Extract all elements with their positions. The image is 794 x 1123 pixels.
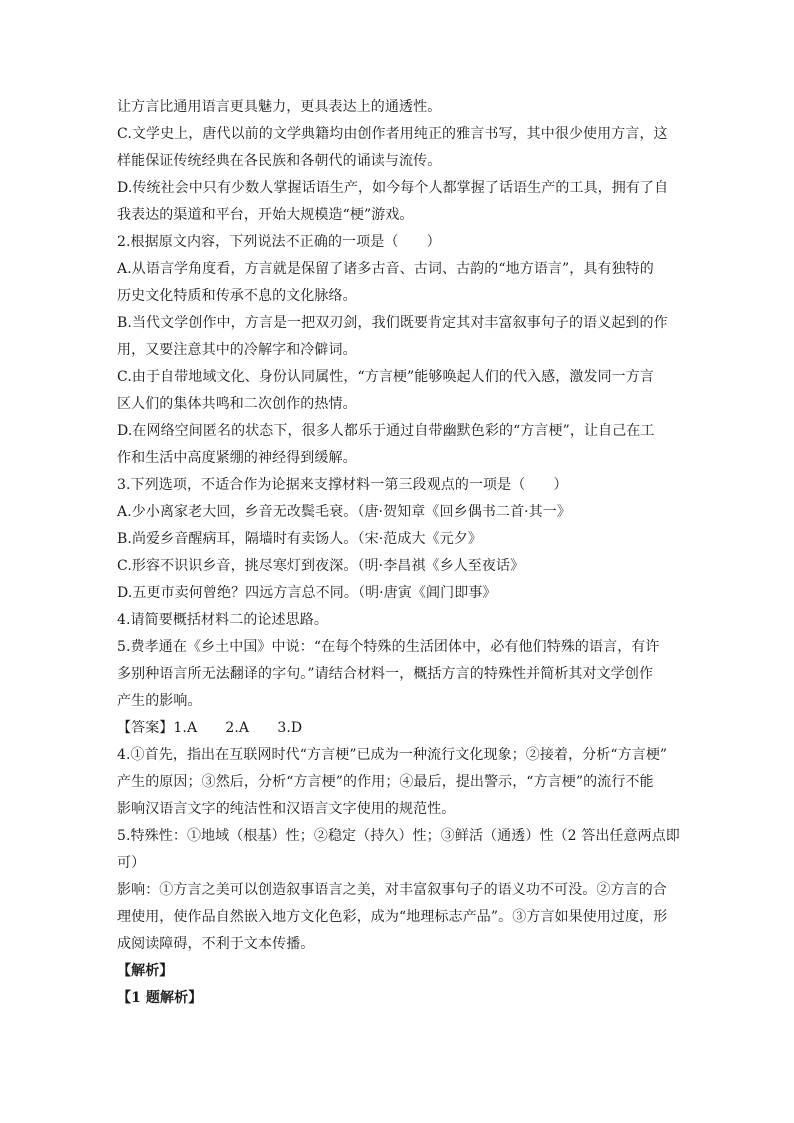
text-line: 历史文化特质和传承不息的文化脉络。 xyxy=(117,288,357,304)
text-line: D.在网络空间匿名的状态下，很多人都乐于通过自带幽默色彩的“方言梗”，让自己在工 xyxy=(117,423,655,439)
question-4-stem: 4.请简要概括材料二的论述思路。 xyxy=(117,612,328,628)
text-line: 作和生活中高度紧绷的神经得到缓解。 xyxy=(117,450,357,466)
text-line: D.传统社会中只有少数人掌握话语生产，如今每个人都掌握了话语生产的工具，拥有了自 xyxy=(117,180,669,196)
text-line: 我表达的渠道和平台，开始大规模造“梗”游戏。 xyxy=(117,207,414,223)
text-line: 样能保证传统经典在各民族和各朝代的诵读与流传。 xyxy=(117,153,442,169)
question-2-stem: 2.根据原文内容，下列说法不正确的一项是（ ） xyxy=(117,234,441,250)
text-line: 让方言比通用语言更具魅力，更具表达上的通透性。 xyxy=(117,99,442,115)
analysis-heading: 【解析】 xyxy=(117,963,174,979)
question-3-stem: 3.下列选项，不适合作为论据来支撑材料一第三段观点的一项是（ ） xyxy=(117,477,568,493)
text-line: 产生的原因；③然后，分析“方言梗”的作用；④最后，提出警示，“方言梗”的流行不能 xyxy=(117,774,654,790)
question-5-stem: 5.费孝通在《乡土中国》中说：“在每个特殊的生活团体中，必有他们特殊的语言，有许 xyxy=(117,639,660,655)
text-line: 可） xyxy=(117,855,146,871)
text-line: C.由于自带地域文化、身份认同属性，“方言梗”能够唤起人们的代入感，激发同一方言 xyxy=(117,369,654,385)
text-line: 4.①首先，指出在互联网时代“方言梗”已成为一种流行文化现象；②接着，分析“方言梗” xyxy=(117,747,668,763)
text-line: 区人们的集体共鸣和二次创作的热情。 xyxy=(117,396,357,412)
text-line: C.文学史上，唐代以前的文学典籍均由创作者用纯正的雅言书写，其中很少使用方言，这 xyxy=(117,126,668,142)
text-line: 理使用，使作品自然嵌入地方文化色彩，成为“地理标志产品”。③方言如果使用过度，形 xyxy=(117,909,668,925)
text-line: 多别种语言所无法翻译的字句。”请结合材料一，概括方言的特殊性并简析其对文学创作 xyxy=(117,666,654,682)
question-1-analysis-heading: 【1 题解析】 xyxy=(117,990,203,1006)
text-line: 影响汉语言文字的纯洁性和汉语言文字使用的规范性。 xyxy=(117,801,456,817)
text-line: A.少小离家老大回，乡音无改鬓毛衰。（唐·贺知章《回乡偶书二首·其一》 xyxy=(117,504,571,520)
text-line: C.形容不识识乡音，挑尽寒灯到夜深。（明·李昌祺《乡人至夜话》 xyxy=(117,558,525,574)
text-line: 5.特殊性：①地域（根基）性；②稳定（持久）性；③鲜活（通透）性（2 答出任意两点即 xyxy=(117,828,680,844)
text-line: B.尚爱乡音醒病耳，隔墙时有卖饧人。（宋·范成大《元夕》 xyxy=(117,531,482,547)
text-line: D.五更市卖何曾绝？四远方言总不同。（明·唐寅《阊门即事》 xyxy=(117,585,497,601)
answer-heading: 【答案】1.A 2.A 3.D xyxy=(117,720,303,736)
text-line: A.从语言学角度看，方言就是保留了诸多古音、古词、古韵的“地方语言”，具有独特的 xyxy=(117,261,654,277)
text-line: 影响：①方言之美可以创造叙事语言之美，对丰富叙事句子的语义功不可没。②方言的合 xyxy=(117,882,667,898)
text-line: 产生的影响。 xyxy=(117,693,202,709)
text-line: 成阅读障碍，不利于文本传播。 xyxy=(117,936,315,952)
text-line: 用，又要注意其中的冷解字和冷僻词。 xyxy=(117,342,357,358)
text-line: B.当代文学创作中，方言是一把双刃剑，我们既要肯定其对丰富叙事句子的语义起到的作 xyxy=(117,315,668,331)
